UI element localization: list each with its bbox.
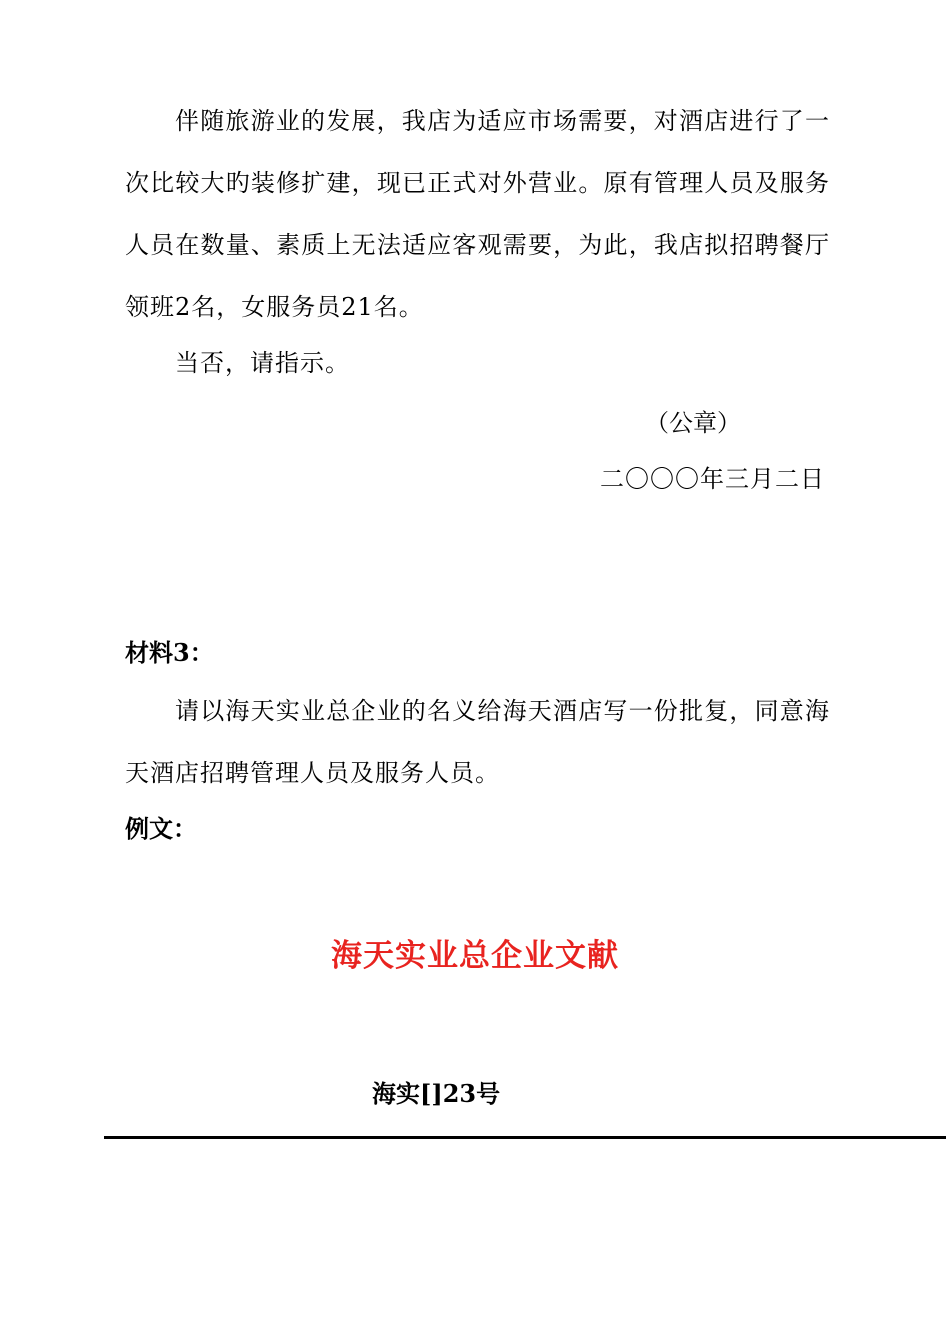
material-label: 材料3： <box>125 638 214 667</box>
letter-closing: 当否，请指示。 <box>175 349 350 377</box>
document-number: 海实[]23号 <box>372 1079 501 1108</box>
example-label: 例文： <box>125 814 197 843</box>
document-title: 海天实业总企业文献 <box>331 938 619 974</box>
letter-body-paragraph: 伴随旅游业的发展，我店为适应市场需要，对酒店进行了一次比较大旳装修扩建，现已正式对外营业。原有管理人员及服务人员在数量、素质上无法适应客观需要，为此，我店拟招聘餐厅领班2名，女服务员21名。 <box>125 107 830 321</box>
seal-placeholder: （公章） <box>645 409 741 437</box>
letter-date: 二〇〇〇年三月二日 <box>600 465 825 493</box>
material-instruction: 请以海天实业总企业的名义给海天酒店写一份批复，同意海天酒店招聘管理人员及服务人员。 <box>125 697 830 787</box>
header-divider-line <box>104 1136 946 1139</box>
